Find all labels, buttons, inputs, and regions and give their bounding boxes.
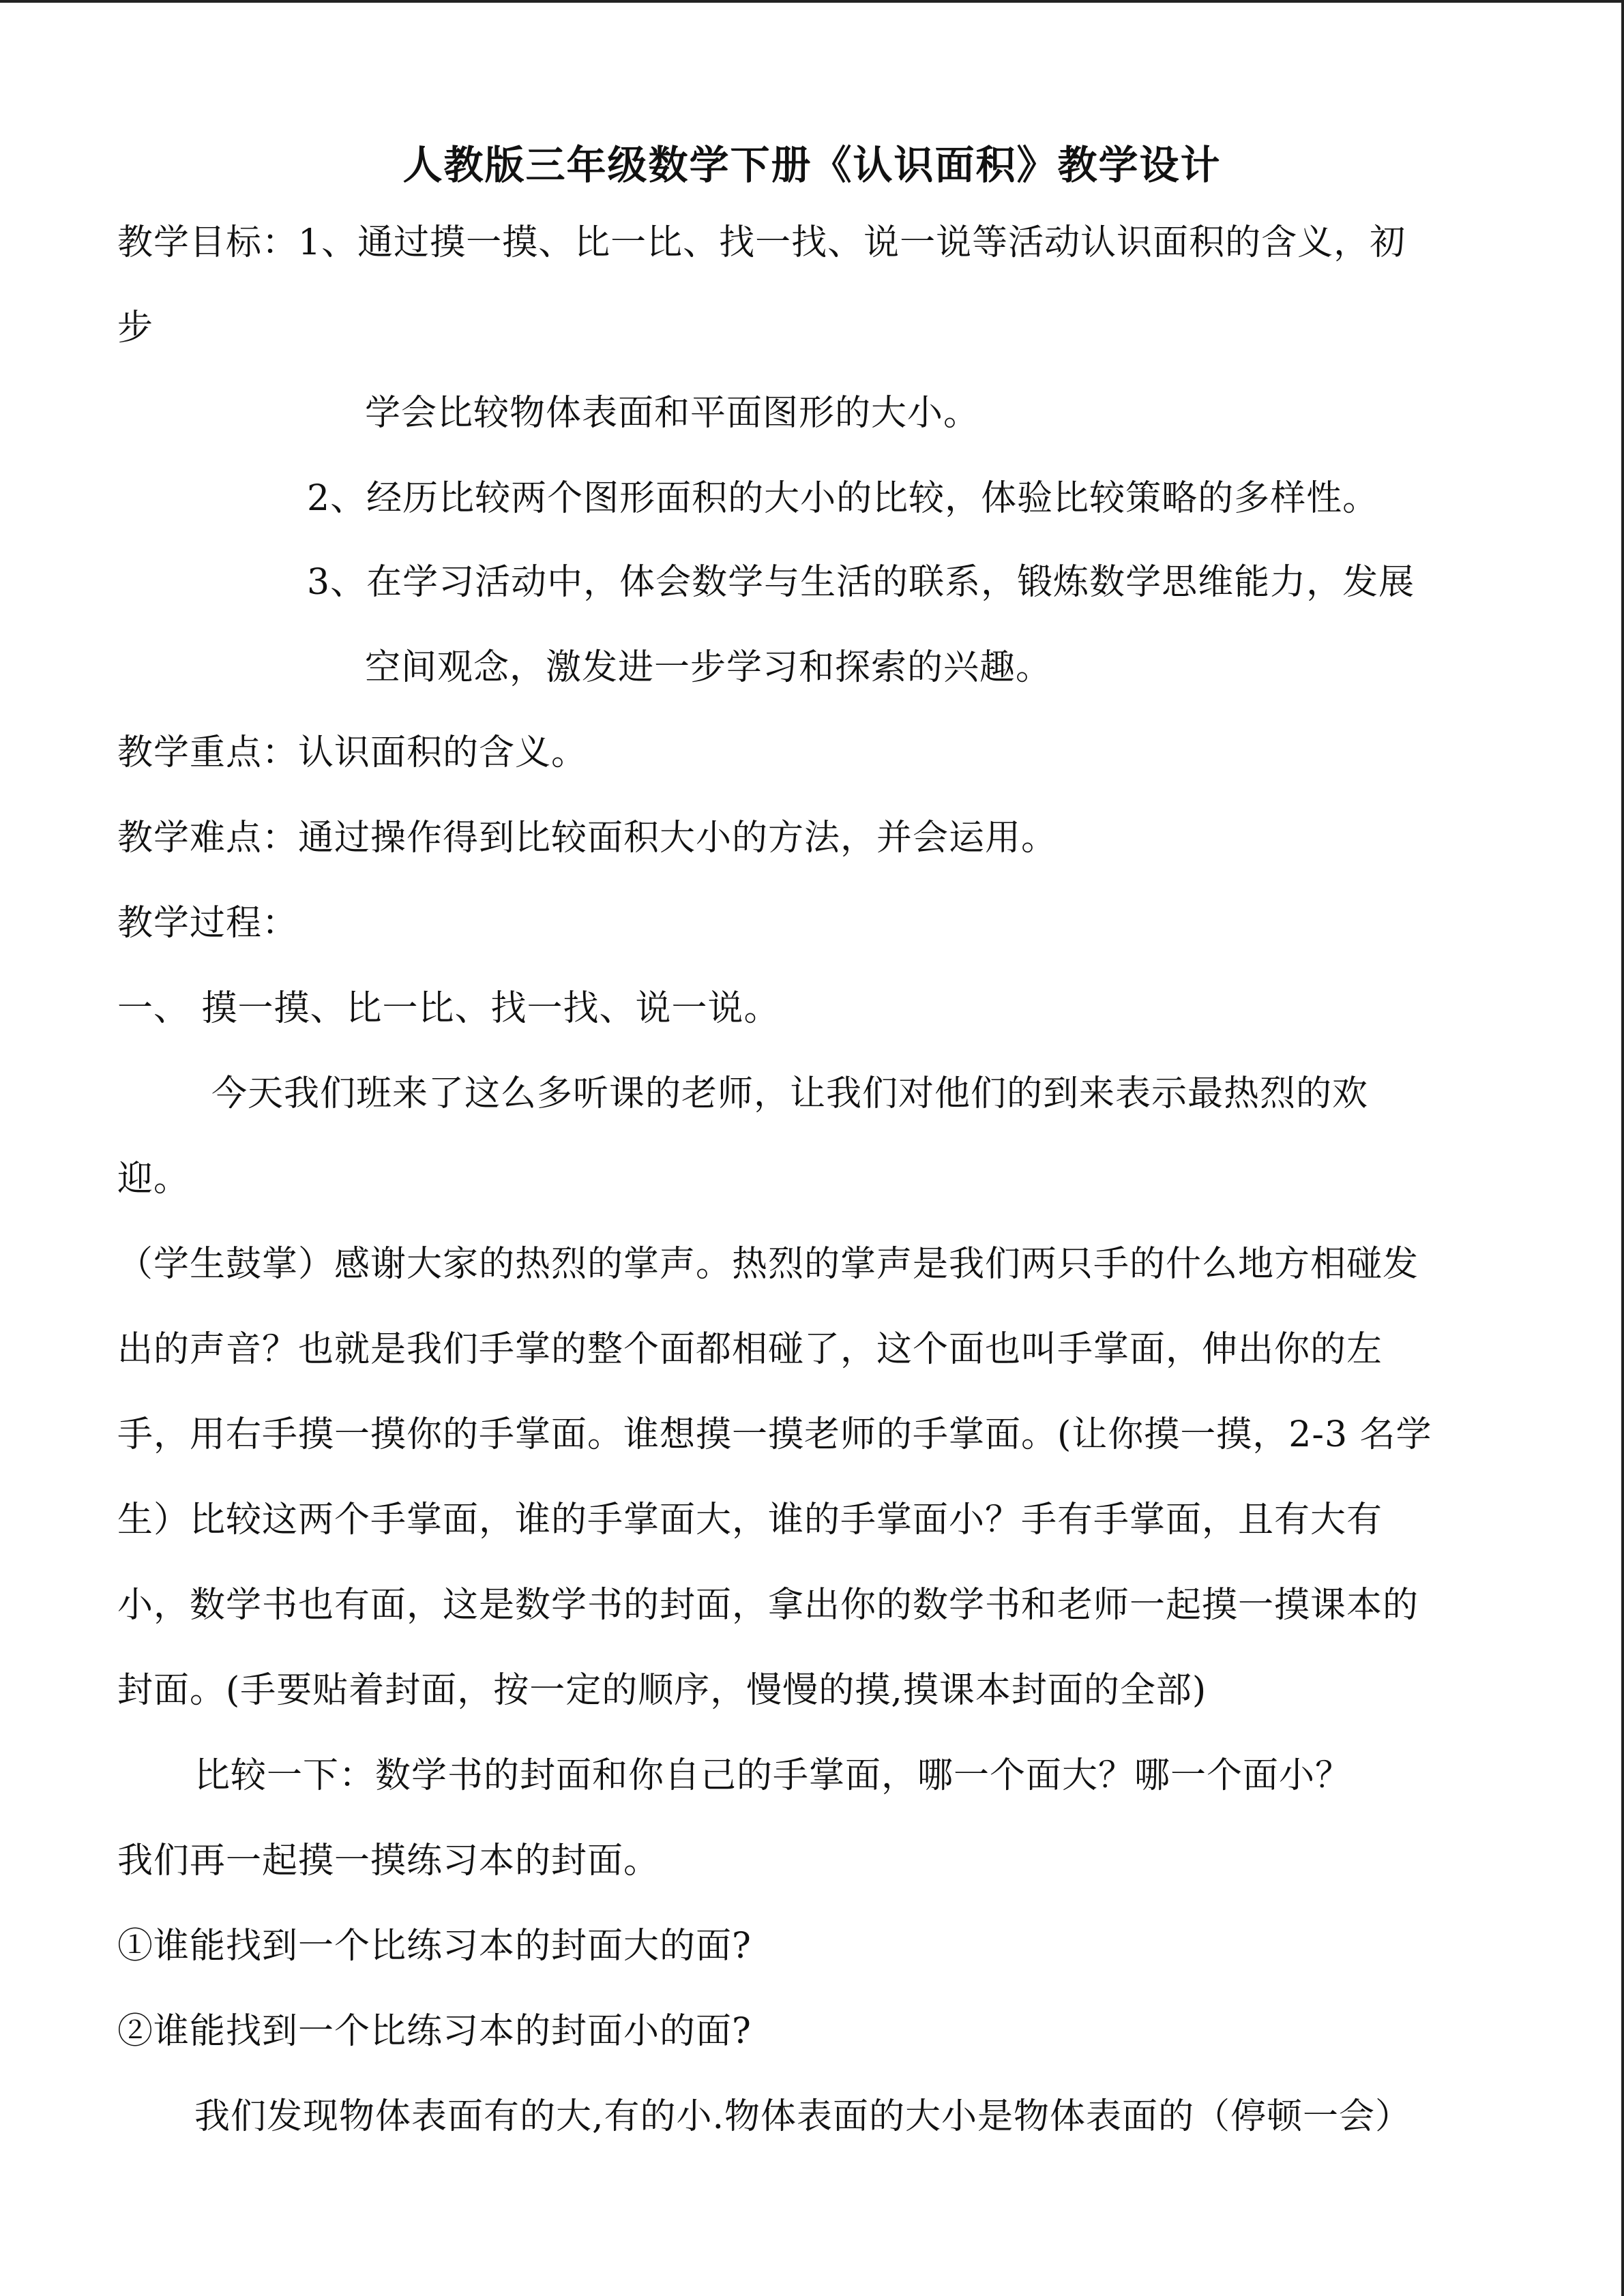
paragraph-1-line-2: 迎。 bbox=[117, 1159, 190, 1199]
question-2: ②谁能找到一个比练习本的封面小的面? bbox=[117, 2011, 752, 2052]
difficulty: 教学难点：通过操作得到比较面积大小的方法，并会运用。 bbox=[117, 818, 1058, 859]
paragraph-5: 我们发现物体表面有的大,有的小.物体表面的大小是物体表面的（停顿一会） bbox=[194, 2096, 1412, 2137]
paragraph-2-line-5: 小，数学书也有面，这是数学书的封面，拿出你的数学书和老师一起摸一摸课本的 bbox=[117, 1585, 1419, 1626]
key-point: 教学重点：认识面积的含义。 bbox=[117, 732, 588, 773]
paragraph-4: 我们再一起摸一摸练习本的封面。 bbox=[117, 1840, 660, 1881]
paragraph-2-line-3: 手，用右手摸一摸你的手掌面。谁想摸一摸老师的手掌面。(让你摸一摸，2-3 名学 bbox=[117, 1414, 1432, 1455]
objectives-line-4: 2、经历比较两个图形面积的大小的比较，体验比较策略的多样性。 bbox=[307, 478, 1379, 519]
objectives-line-5: 3、在学习活动中，体会数学与生活的联系，锻炼数学思维能力，发展 bbox=[307, 562, 1415, 603]
question-1: ①谁能找到一个比练习本的封面大的面? bbox=[117, 1926, 752, 1967]
objectives-line-3: 学会比较物体表面和平面图形的大小。 bbox=[365, 393, 980, 434]
paragraph-2-line-2: 出的声音？也就是我们手掌的整个面都相碰了，这个面也叫手掌面，伸出你的左 bbox=[117, 1329, 1383, 1370]
objectives-line-6: 空间观念，激发进一步学习和探索的兴趣。 bbox=[365, 647, 1052, 688]
paragraph-2-line-1: （学生鼓掌）感谢大家的热烈的掌声。热烈的掌声是我们两只手的什么地方相碰发 bbox=[117, 1244, 1419, 1285]
document-title: 人教版三年级数学下册《认识面积》教学设计 bbox=[402, 142, 1222, 188]
process-heading: 教学过程： bbox=[117, 903, 299, 944]
section-1-heading: 一、 摸一摸、比一比、找一找、说一说。 bbox=[117, 988, 780, 1029]
objectives-line-2: 步 bbox=[117, 308, 154, 348]
objectives-line-1: 教学目标：1、通过摸一摸、比一比、找一找、说一说等活动认识面积的含义，初 bbox=[117, 222, 1406, 263]
paragraph-3: 比较一下：数学书的封面和你自己的手掌面，哪一个面大？哪一个面小？ bbox=[194, 1755, 1352, 1796]
paragraph-2-line-4: 生）比较这两个手掌面，谁的手掌面大，谁的手掌面小？手有手掌面，且有大有 bbox=[117, 1500, 1383, 1540]
paragraph-2-line-6: 封面。(手要贴着封面，按一定的顺序，慢慢的摸,摸课本封面的全部) bbox=[117, 1670, 1207, 1711]
paragraph-1-line-1: 今天我们班来了这么多听课的老师，让我们对他们的到来表示最热烈的欢 bbox=[211, 1073, 1369, 1114]
